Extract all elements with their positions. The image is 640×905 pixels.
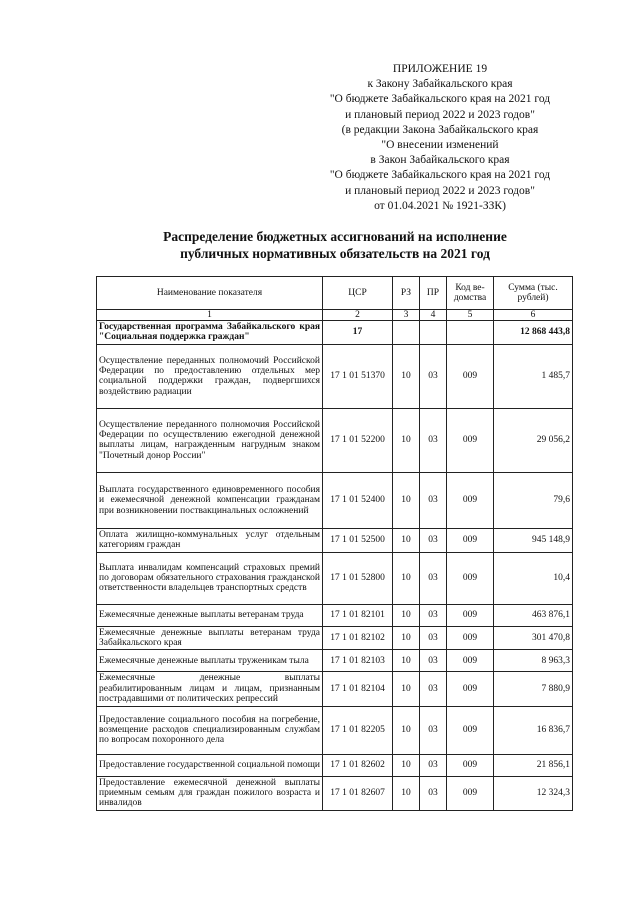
cell-name: Предоставление социального пособия на погребение, возмещение расходов специализированным службам по вопросам похоронного дела: [97, 706, 323, 754]
obligations-table: [96, 276, 573, 811]
column-number: 5: [447, 310, 494, 321]
cell-sum: 945 148,9: [494, 528, 573, 552]
cell-csr: 17: [323, 321, 393, 345]
cell-department-code: 009: [447, 408, 494, 472]
appendix-line: и плановый период 2022 и 2023 годов": [345, 184, 535, 197]
column-number-row: [97, 310, 573, 321]
column-number: 4: [420, 310, 447, 321]
table-row: [97, 552, 573, 604]
appendix-line: в Закон Забайкальского края: [370, 154, 510, 167]
cell-csr: 17 1 01 82602: [323, 754, 393, 776]
cell-csr: 17 1 01 82103: [323, 650, 393, 672]
table-row: [97, 604, 573, 626]
header-rz: РЗ: [393, 277, 420, 310]
table-row: [97, 650, 573, 672]
cell-pr: 03: [420, 650, 447, 672]
cell-sum: 10,4: [494, 552, 573, 604]
title-line-2: публичных нормативных обязательств на 2021 год: [180, 246, 490, 261]
column-number: 1: [97, 310, 323, 321]
column-number: 2: [323, 310, 393, 321]
cell-name: Ежемесячные денежные выплаты реабилитированным лицам и лицам, признанным пострадавшими от политических репрессий: [97, 672, 323, 706]
cell-name: Выплата инвалидам компенсаций страховых премий по договорам обязательного страхования гражданской ответственности владельцев транспортных средств: [97, 552, 323, 604]
header-sum: Сумма (тыс. рублей): [494, 277, 573, 310]
cell-department-code: 009: [447, 626, 494, 650]
cell-csr: 17 1 01 82101: [323, 604, 393, 626]
cell-pr: 03: [420, 706, 447, 754]
cell-csr: 17 1 01 52200: [323, 408, 393, 472]
cell-csr: 17 1 01 82205: [323, 706, 393, 754]
table-row: [97, 472, 573, 528]
cell-department-code: 009: [447, 776, 494, 810]
header-pr: ПР: [420, 277, 447, 310]
cell-rz: 10: [393, 776, 420, 810]
cell-department-code: 009: [447, 604, 494, 626]
cell-name: Предоставление государственной социальной помощи: [97, 754, 323, 776]
table-row: [97, 754, 573, 776]
cell-pr: 03: [420, 604, 447, 626]
cell-rz: 10: [393, 604, 420, 626]
cell-department-code: 009: [447, 552, 494, 604]
appendix-line: и плановый период 2022 и 2023 годов": [345, 108, 535, 121]
table-row: [97, 321, 573, 345]
cell-csr: 17 1 01 82607: [323, 776, 393, 810]
appendix-line: "О бюджете Забайкальского края на 2021 год: [329, 169, 551, 182]
header-csr: ЦСР: [323, 277, 393, 310]
cell-rz: 10: [393, 626, 420, 650]
cell-pr: [420, 321, 447, 345]
cell-csr: 17 1 01 52500: [323, 528, 393, 552]
cell-pr: 03: [420, 528, 447, 552]
appendix-line: от 01.04.2021 № 1921-ЗЗК): [374, 199, 506, 212]
cell-department-code: 009: [447, 472, 494, 528]
table-row: [97, 626, 573, 650]
appendix-line: (в редакции Закона Забайкальского края: [341, 123, 539, 136]
cell-pr: 03: [420, 552, 447, 604]
cell-name: Государственная программа Забайкальского края "Социальная поддержка граждан": [97, 321, 323, 345]
cell-sum: 7 880,9: [494, 672, 573, 706]
table-body: [97, 321, 573, 811]
cell-rz: 10: [393, 408, 420, 472]
cell-department-code: [447, 321, 494, 345]
appendix-line: "О внесении изменений: [381, 139, 499, 152]
cell-department-code: 009: [447, 672, 494, 706]
title-line-1: Распределение бюджетных ассигнований на исполнение: [163, 229, 507, 244]
appendix-line: "О бюджете Забайкальского края на 2021 год: [329, 93, 551, 106]
table-row: [97, 408, 573, 472]
cell-sum: 463 876,1: [494, 604, 573, 626]
cell-sum: 79,6: [494, 472, 573, 528]
cell-department-code: 009: [447, 754, 494, 776]
cell-department-code: 009: [447, 706, 494, 754]
document-title: [100, 228, 570, 262]
cell-name: Осуществление переданных полномочий Российской Федерации по предоставлению отдельных мер социальной поддержки граждан, подвергшихся воздействию радиации: [97, 344, 323, 408]
cell-rz: 10: [393, 706, 420, 754]
appendix-block: [290, 62, 590, 214]
header-name: Наименование показателя: [97, 277, 323, 310]
cell-name: Осуществление переданного полномочия Российской Федерации по осуществлению ежегодной денежной выплаты лицам, награжденным нагрудным знаком "Почетный донор России": [97, 408, 323, 472]
cell-name: Выплата государственного единовременного пособия и ежемесячной денежной компенсации гражданам при возникновении поствакцинальных осложнений: [97, 472, 323, 528]
cell-rz: 10: [393, 528, 420, 552]
column-number: 3: [393, 310, 420, 321]
cell-pr: 03: [420, 626, 447, 650]
cell-sum: 8 963,3: [494, 650, 573, 672]
table-header-row: [97, 277, 573, 310]
cell-sum: 21 856,1: [494, 754, 573, 776]
table-row: [97, 776, 573, 810]
cell-sum: 29 056,2: [494, 408, 573, 472]
cell-rz: 10: [393, 344, 420, 408]
cell-csr: 17 1 01 52400: [323, 472, 393, 528]
cell-sum: 1 485,7: [494, 344, 573, 408]
table-row: [97, 528, 573, 552]
cell-name: Ежемесячные денежные выплаты ветеранам труда: [97, 604, 323, 626]
cell-rz: 10: [393, 672, 420, 706]
cell-sum: 12 324,3: [494, 776, 573, 810]
cell-csr: 17 1 01 82102: [323, 626, 393, 650]
column-number: 6: [494, 310, 573, 321]
appendix-line: к Закону Забайкальского края: [367, 78, 513, 91]
appendix-line: ПРИЛОЖЕНИЕ 19: [392, 63, 488, 75]
table-row: [97, 706, 573, 754]
cell-name: Предоставление ежемесячной денежной выплаты приемным семьям для граждан пожилого возраста и инвалидов: [97, 776, 323, 810]
cell-rz: 10: [393, 552, 420, 604]
cell-pr: 03: [420, 472, 447, 528]
cell-pr: 03: [420, 408, 447, 472]
cell-sum: 301 470,8: [494, 626, 573, 650]
cell-rz: 10: [393, 754, 420, 776]
cell-name: Оплата жилищно-коммунальных услуг отдельным категориям граждан: [97, 528, 323, 552]
cell-department-code: 009: [447, 344, 494, 408]
cell-rz: 10: [393, 650, 420, 672]
table-row: [97, 344, 573, 408]
cell-pr: 03: [420, 344, 447, 408]
cell-pr: 03: [420, 754, 447, 776]
cell-name: Ежемесячные денежные выплаты ветеранам труда Забайкальского края: [97, 626, 323, 650]
header-department-code: Код ве-домства: [447, 277, 494, 310]
cell-department-code: 009: [447, 650, 494, 672]
cell-csr: 17 1 01 82104: [323, 672, 393, 706]
cell-rz: [393, 321, 420, 345]
cell-csr: 17 1 01 52800: [323, 552, 393, 604]
cell-pr: 03: [420, 672, 447, 706]
cell-sum: 16 836,7: [494, 706, 573, 754]
cell-department-code: 009: [447, 528, 494, 552]
cell-csr: 17 1 01 51370: [323, 344, 393, 408]
cell-rz: 10: [393, 472, 420, 528]
cell-pr: 03: [420, 776, 447, 810]
cell-sum: 12 868 443,8: [494, 321, 573, 345]
cell-name: Ежемесячные денежные выплаты труженикам тыла: [97, 650, 323, 672]
table-row: [97, 672, 573, 706]
